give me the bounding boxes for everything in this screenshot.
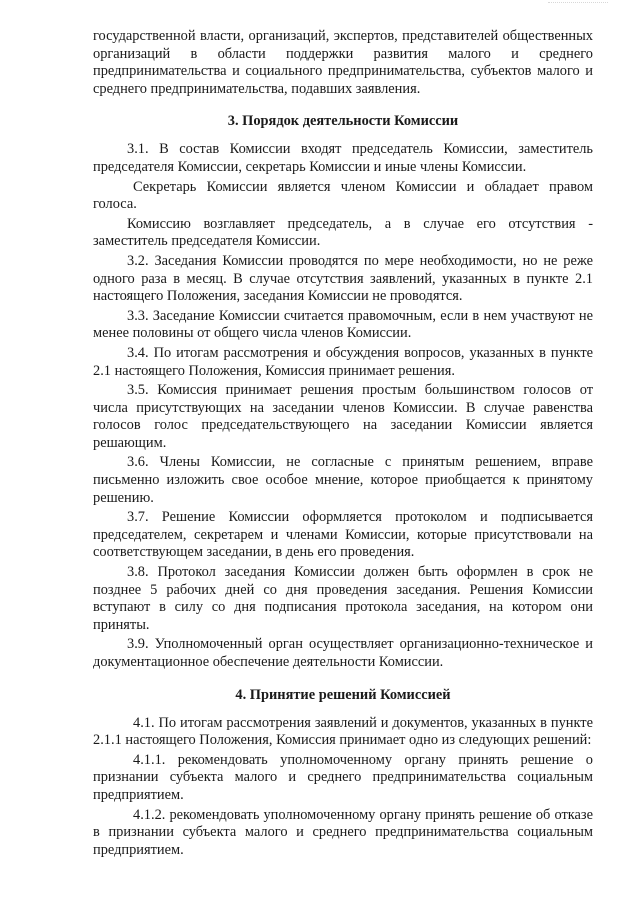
paragraph-3-2: 3.2. Заседания Комиссии проводятся по мере необходимости, но не реже одного раза в месяц. В случае отсутствия заявлений, указанных в пункте 2.1 настоящего Положения, заседания Комиссии не проводятся.	[93, 252, 593, 305]
page-text-column	[93, 28, 593, 861]
scan-artifact	[548, 2, 608, 9]
paragraph-3-6: 3.6. Члены Комиссии, не согласные с принятым решением, вправе письменно изложить свое особое мнение, которое приобщается к принятому решению.	[93, 454, 593, 506]
paragraph-3-4: 3.4. По итогам рассмотрения и обсуждения вопросов, указанных в пункте 2.1 настоящего Положения, Комиссия принимает решения.	[93, 344, 593, 379]
paragraph-3-3: 3.3. Заседание Комиссии считается правомочным, если в нем участвуют не менее половины от общего числа членов Комиссии.	[93, 307, 593, 342]
paragraph-3-1: 3.1. В состав Комиссии входят председатель Комиссии, заместитель председателя Комиссии, секретарь Комиссии и иные члены Комиссии.	[93, 141, 593, 175]
intro-paragraph: государственной власти, организаций, экспертов, представителей общественных организаций в области поддержки развития малого и среднего предпринимательства и социального предпринимательства, субъектов малого и среднего предпринимательства, подавших заявления.	[93, 28, 593, 97]
section-3-body	[93, 141, 593, 671]
section-4-heading: 4. Принятие решений Комиссией	[235, 686, 451, 703]
paragraph-4-1-2: 4.1.2. рекомендовать уполномоченному органу принять решение об отказе в признании субъекта малого и среднего предпринимательства социальным предприятием.	[93, 806, 593, 858]
paragraph-3-7: 3.7. Решение Комиссии оформляется протоколом и подписывается председателем, секретарем и членами Комиссии, которые присутствовали на соответствующем заседании, в день его проведения.	[93, 509, 593, 561]
section-3-heading: 3. Порядок деятельности Комиссии	[227, 113, 459, 130]
paragraph-3-1-chair: Комиссию возглавляет председатель, а в случае его отсутствия - заместитель председателя Комиссии.	[93, 215, 593, 250]
paragraph-3-5: 3.5. Комиссия принимает решения простым большинством голосов от числа присутствующих на заседании членов Комиссии. В случае равенства голосов голос председательствующего на заседании Комиссии является решающим.	[93, 382, 593, 451]
paragraph-3-1-secretary: Секретарь Комиссии является членом Комиссии и обладает правом голоса.	[93, 178, 593, 213]
section-4-body	[93, 715, 593, 860]
paragraph-4-1: 4.1. По итогам рассмотрения заявлений и документов, указанных в пункте 2.1.1 настоящего Положения, Комиссия принимает одно из следующих решений:	[93, 714, 593, 749]
paragraph-3-9: 3.9. Уполномоченный орган осуществляет организационно-техническое и документационное обеспечение деятельности Комиссии.	[93, 636, 593, 670]
paragraph-4-1-1: 4.1.1. рекомендовать уполномоченному органу принять решение о признании субъекта малого и среднего предпринимательства социальным предприятием.	[93, 751, 593, 803]
paragraph-3-8: 3.8. Протокол заседания Комиссии должен быть оформлен в срок не позднее 5 рабочих дней со дня проведения заседания. Решения Комиссии вступают в силу со дня подписания протокола заседания, на котором они приняты.	[93, 564, 593, 633]
